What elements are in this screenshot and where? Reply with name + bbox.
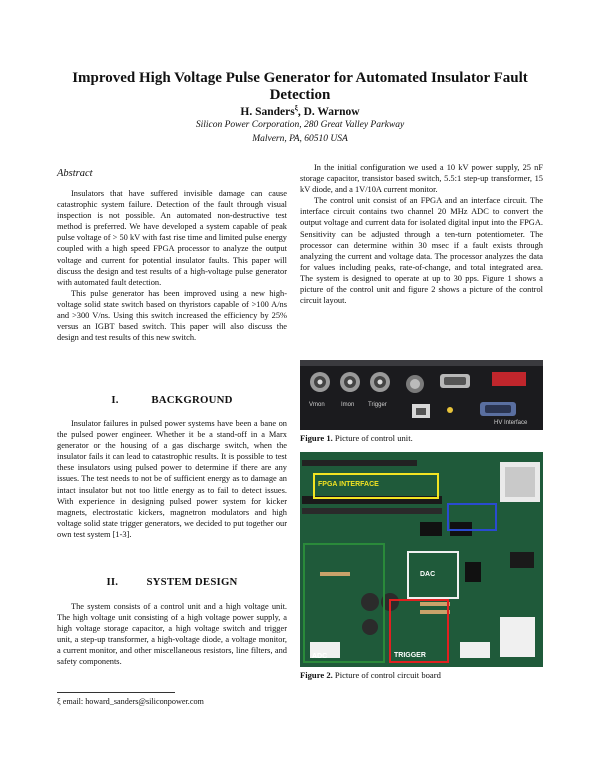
header-strip-top (302, 460, 417, 466)
section-2-heading (57, 576, 287, 588)
figure-1-photo (300, 360, 543, 430)
panel-top-edge (300, 360, 543, 366)
resistor-row-2 (320, 572, 350, 576)
author-footnote-mark: ξ (294, 104, 298, 112)
ic-chip-3 (465, 562, 481, 582)
section-2-paragraph: The system consists of a control unit and a high voltage unit. The high voltage unit consisting of a high voltage power supply, a high voltage storage capacitor, a high voltage switch and trigger unit, a step-up transformer, a high-voltage diode, a voltage monitor, a current monitor, and other miscellaneous resistors, line filters, and safety components. (57, 602, 287, 667)
label-trigger: Trigger (368, 402, 387, 408)
section-1-heading (57, 394, 287, 406)
section-1-body (57, 418, 287, 540)
section-2-body (57, 601, 287, 668)
brand-logo (492, 372, 526, 386)
affiliation-line-1: Silicon Power Corporation, 280 Great Valley Parkway (195, 120, 405, 130)
author-2: , D. Warnow (297, 105, 360, 118)
label-dac: DAC (420, 571, 436, 578)
label-fpga-interface: FPGA INTERFACE (318, 481, 379, 488)
figure-1-text: Picture of control unit. (332, 433, 413, 443)
figure-2-caption (300, 670, 441, 680)
label-vmon: Vmon (309, 402, 325, 408)
label-trigger-region: TRIGGER (394, 652, 426, 659)
section-2-title: SYSTEM DESIGN (146, 576, 238, 588)
label-hv-interface: HV Interface (494, 420, 528, 426)
status-led (447, 407, 453, 413)
capacitor-3 (362, 619, 378, 635)
label-imon: Imon (341, 402, 355, 408)
figure-2-photo (300, 452, 543, 667)
abstract-heading: Abstract (57, 168, 93, 179)
connector-bottom-mid (460, 642, 490, 658)
right-paragraph-1: In the initial configuration we used a 10 kV power supply, 25 nF storage capacitor, transistor based switch, 5.5:1 step-up transformer, 15 kV diode, and a 1V/10A current monitor. (300, 163, 543, 195)
section-2-number: II. (106, 576, 119, 588)
right-column-body (300, 162, 543, 306)
section-1-number: I. (111, 394, 119, 406)
section-1-paragraph: Insulator failures in pulsed power systems have been a bane on the pulsed power engineer. Whether it be a stand-off in a Marx generator or the housing of a gas discharge switch, when the insulator fails it can lead to catastrophic results. It is possible to test these insulators using pulsed power to determine if there are any issues. The test needs to not be of sufficient energy as to damage an intact insulator but not too little energy as to fail to detect issues. With experience in designing pulsed power system for kicker magnets, electrostatic kickers, magnetron modulators and high voltage solid state trigger generators, we decided to put together our own test system [1-3]. (57, 419, 287, 539)
bnc-connector-imon (340, 372, 360, 392)
label-adc: ADC (312, 653, 328, 660)
section-1-title: BACKGROUND (151, 394, 233, 406)
footnote-rule (57, 692, 175, 693)
bnc-connector-trigger (370, 372, 390, 392)
capacitor-1 (361, 593, 379, 611)
figure-2-text: Picture of control circuit board (332, 670, 441, 680)
abstract-paragraph-1: Insulators that have suffered invisible damage can cause catastrophic system failure. Detection of the fault through visual inspection is not possible. An automated non-destructive test method is preferred. We have developed a system capable of peak pulse voltage of > 50 kV with fast rise time and limited pulse energy coupled with a high speed FPGA processor to analyze the output voltage and current for potential insulator faults. This paper will discuss the design and test results of a high-voltage pulse generator with automated fault detection. (57, 189, 287, 287)
ic-chip-1 (420, 522, 442, 536)
figure-2-label: Figure 2. (300, 670, 333, 680)
bnc-connector-vmon (310, 372, 330, 392)
author-1: H. Sanders (240, 105, 295, 118)
control-unit-panel (300, 360, 543, 430)
figure-1-caption (300, 433, 413, 443)
affiliation-line-2: Malvern, PA, 60510 USA (252, 134, 348, 144)
abstract-body (57, 188, 287, 343)
connector-bottom-right (500, 617, 535, 657)
authors (60, 104, 540, 118)
control-circuit-board (300, 452, 543, 667)
resistor-row-1 (420, 602, 450, 606)
paper-title: Improved High Voltage Pulse Generator for Automated Insulator Fault Detection (72, 70, 528, 103)
potentiometer-knob (406, 375, 424, 393)
abstract-paragraph-2: This pulse generator has been improved using a new high-voltage solid state switch based on thyristors capable of >100 A/ns and >300 V/ns. Using this switch increased the efficiency by 25% versus an IGBT based switch. This paper will also discuss the design and test results of this new switch. (57, 288, 287, 343)
footnote: ξ email: howard_sanders@siliconpower.com (57, 697, 204, 706)
figure-1-label: Figure 1. (300, 433, 333, 443)
ic-chip-4 (510, 552, 534, 568)
right-paragraph-2: The control unit consist of an FPGA and an interface circuit. The interface circuit contains two channel 20 MHz ADC to convert the output voltage and current data for isolated digital input into the FPGA. Sensitivity can be adjusted through a ten-turn potentiometer. The processor can determine within 30 msec if a fault exists through analyzing the current and voltage data. The processor analyzes the data for values including peaks, rate-of-change, and total integrated area. The system is designed to operate at up to 30 pps. Figure 1 shows a picture of the control unit and figure 2 shows a picture of the control circuit layout. (300, 196, 543, 306)
